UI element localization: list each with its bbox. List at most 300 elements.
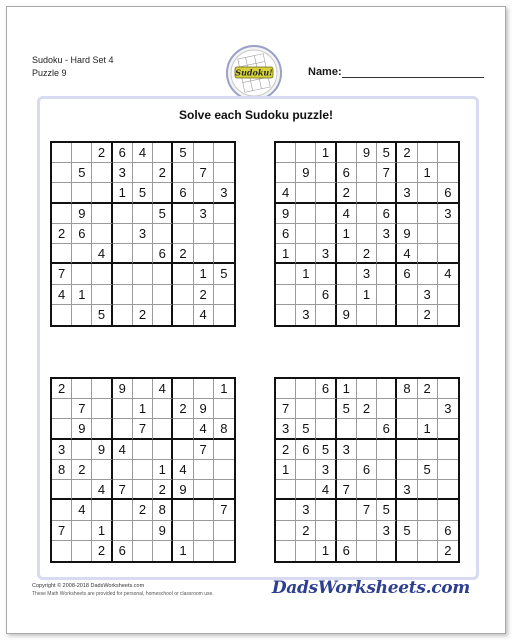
given-cell: 7 <box>337 480 357 500</box>
given-cell: 9 <box>296 163 316 183</box>
empty-cell[interactable] <box>92 204 112 224</box>
given-cell: 2 <box>418 379 438 399</box>
empty-cell[interactable] <box>397 500 417 520</box>
empty-cell[interactable] <box>92 224 112 244</box>
empty-cell[interactable] <box>153 399 173 419</box>
given-cell: 2 <box>173 244 193 264</box>
empty-cell[interactable] <box>52 143 72 163</box>
empty-cell[interactable] <box>397 305 417 325</box>
empty-cell[interactable] <box>438 500 458 520</box>
empty-cell[interactable] <box>92 183 112 203</box>
given-cell: 1 <box>194 264 214 284</box>
given-cell: 2 <box>92 541 112 561</box>
sudoku-grid-4 <box>274 377 460 563</box>
empty-cell[interactable] <box>357 163 377 183</box>
empty-cell[interactable] <box>133 379 153 399</box>
empty-cell[interactable] <box>214 460 234 480</box>
given-cell: 7 <box>214 500 234 520</box>
empty-cell[interactable] <box>153 183 173 203</box>
empty-cell[interactable] <box>357 204 377 224</box>
empty-cell[interactable] <box>194 541 214 561</box>
given-cell: 4 <box>92 244 112 264</box>
empty-cell[interactable] <box>173 305 193 325</box>
empty-cell[interactable] <box>316 224 336 244</box>
empty-cell[interactable] <box>194 143 214 163</box>
empty-cell[interactable] <box>133 521 153 541</box>
empty-cell[interactable] <box>377 379 397 399</box>
given-cell: 6 <box>316 379 336 399</box>
empty-cell[interactable] <box>113 285 133 305</box>
given-cell: 6 <box>337 541 357 561</box>
given-cell: 6 <box>113 143 133 163</box>
empty-cell[interactable] <box>173 379 193 399</box>
empty-cell[interactable] <box>214 224 234 244</box>
empty-cell[interactable] <box>296 541 316 561</box>
empty-cell[interactable] <box>357 305 377 325</box>
given-cell: 4 <box>72 500 92 520</box>
given-cell: 2 <box>194 285 214 305</box>
empty-cell[interactable] <box>438 143 458 163</box>
empty-cell[interactable] <box>418 204 438 224</box>
given-cell: 1 <box>316 541 336 561</box>
empty-cell[interactable] <box>377 244 397 264</box>
given-cell: 6 <box>377 419 397 439</box>
empty-cell[interactable] <box>173 419 193 439</box>
empty-cell[interactable] <box>357 379 377 399</box>
empty-cell[interactable] <box>296 143 316 163</box>
empty-cell[interactable] <box>377 480 397 500</box>
empty-cell[interactable] <box>133 440 153 460</box>
empty-cell[interactable] <box>173 163 193 183</box>
given-cell: 9 <box>276 204 296 224</box>
given-cell: 2 <box>153 163 173 183</box>
given-cell: 3 <box>438 204 458 224</box>
empty-cell[interactable] <box>357 224 377 244</box>
usage-notice: These Math Worksheets are provided for personal, homeschool or classroom use. <box>32 591 214 597</box>
empty-cell[interactable] <box>153 541 173 561</box>
empty-cell[interactable] <box>194 480 214 500</box>
given-cell: 3 <box>337 440 357 460</box>
empty-cell[interactable] <box>397 399 417 419</box>
empty-cell[interactable] <box>173 500 193 520</box>
empty-cell[interactable] <box>296 183 316 203</box>
empty-cell[interactable] <box>276 143 296 163</box>
given-cell: 1 <box>296 264 316 284</box>
empty-cell[interactable] <box>316 521 336 541</box>
empty-cell[interactable] <box>377 440 397 460</box>
empty-cell[interactable] <box>113 305 133 325</box>
empty-cell[interactable] <box>72 480 92 500</box>
given-cell: 2 <box>133 305 153 325</box>
empty-cell[interactable] <box>337 264 357 284</box>
given-cell: 6 <box>337 163 357 183</box>
given-cell: 9 <box>173 480 193 500</box>
empty-cell[interactable] <box>133 244 153 264</box>
empty-cell[interactable] <box>153 143 173 163</box>
given-cell: 3 <box>214 183 234 203</box>
empty-cell[interactable] <box>397 419 417 439</box>
empty-cell[interactable] <box>52 419 72 439</box>
empty-cell[interactable] <box>113 264 133 284</box>
empty-cell[interactable] <box>173 204 193 224</box>
given-cell: 2 <box>92 143 112 163</box>
given-cell: 5 <box>397 521 417 541</box>
empty-cell[interactable] <box>113 399 133 419</box>
empty-cell[interactable] <box>214 143 234 163</box>
given-cell: 6 <box>316 285 336 305</box>
given-cell: 3 <box>316 244 336 264</box>
empty-cell[interactable] <box>153 440 173 460</box>
given-cell: 2 <box>357 244 377 264</box>
given-cell: 5 <box>214 264 234 284</box>
given-cell: 1 <box>214 379 234 399</box>
empty-cell[interactable] <box>357 521 377 541</box>
empty-cell[interactable] <box>337 285 357 305</box>
given-cell: 1 <box>418 419 438 439</box>
empty-cell[interactable] <box>397 460 417 480</box>
empty-cell[interactable] <box>316 419 336 439</box>
empty-cell[interactable] <box>52 399 72 419</box>
empty-cell[interactable] <box>316 500 336 520</box>
puzzle-number: Puzzle 9 <box>32 68 67 78</box>
empty-cell[interactable] <box>133 460 153 480</box>
given-cell: 3 <box>296 500 316 520</box>
empty-cell[interactable] <box>418 500 438 520</box>
empty-cell[interactable] <box>397 204 417 224</box>
given-cell: 4 <box>397 244 417 264</box>
empty-cell[interactable] <box>194 521 214 541</box>
given-cell: 2 <box>296 521 316 541</box>
given-cell: 7 <box>276 399 296 419</box>
empty-cell[interactable] <box>296 379 316 399</box>
empty-cell[interactable] <box>92 460 112 480</box>
empty-cell[interactable] <box>418 224 438 244</box>
empty-cell[interactable] <box>72 440 92 460</box>
empty-cell[interactable] <box>214 244 234 264</box>
given-cell: 1 <box>276 460 296 480</box>
given-cell: 6 <box>113 541 133 561</box>
empty-cell[interactable] <box>133 480 153 500</box>
empty-cell[interactable] <box>377 305 397 325</box>
empty-cell[interactable] <box>276 285 296 305</box>
empty-cell[interactable] <box>173 521 193 541</box>
given-cell: 1 <box>113 183 133 203</box>
empty-cell[interactable] <box>214 521 234 541</box>
empty-cell[interactable] <box>153 224 173 244</box>
empty-cell[interactable] <box>418 244 438 264</box>
empty-cell[interactable] <box>377 399 397 419</box>
given-cell: 7 <box>194 440 214 460</box>
empty-cell[interactable] <box>337 460 357 480</box>
given-cell: 7 <box>194 163 214 183</box>
empty-cell[interactable] <box>438 480 458 500</box>
empty-cell[interactable] <box>173 285 193 305</box>
empty-cell[interactable] <box>418 541 438 561</box>
empty-cell[interactable] <box>296 285 316 305</box>
empty-cell[interactable] <box>276 163 296 183</box>
given-cell: 2 <box>444 543 452 559</box>
empty-cell[interactable] <box>418 183 438 203</box>
empty-cell[interactable] <box>357 183 377 203</box>
given-cell: 3 <box>438 399 458 419</box>
empty-cell[interactable] <box>113 224 133 244</box>
empty-cell[interactable] <box>418 480 438 500</box>
empty-cell[interactable] <box>357 541 377 561</box>
empty-cell[interactable] <box>92 399 112 419</box>
empty-cell[interactable] <box>92 379 112 399</box>
empty-cell[interactable] <box>133 264 153 284</box>
empty-cell[interactable] <box>397 285 417 305</box>
empty-cell[interactable] <box>52 500 72 520</box>
empty-cell[interactable] <box>113 500 133 520</box>
empty-cell[interactable] <box>153 285 173 305</box>
empty-cell[interactable] <box>214 204 234 224</box>
given-cell: 5 <box>173 143 193 163</box>
empty-cell[interactable] <box>337 521 357 541</box>
empty-cell[interactable] <box>438 440 458 460</box>
given-cell: 3 <box>397 183 417 203</box>
empty-cell[interactable] <box>194 500 214 520</box>
empty-cell[interactable] <box>316 305 336 325</box>
given-cell: 6 <box>276 224 296 244</box>
empty-cell[interactable] <box>194 460 214 480</box>
given-cell: 5 <box>133 183 153 203</box>
instruction-heading: Solve each Sudoku puzzle! <box>178 108 334 122</box>
given-cell: 5 <box>337 399 357 419</box>
given-cell: 7 <box>52 264 72 284</box>
empty-cell[interactable] <box>52 480 72 500</box>
given-cell: 1 <box>337 224 357 244</box>
empty-cell[interactable] <box>316 264 336 284</box>
given-cell: 7 <box>52 521 72 541</box>
empty-cell[interactable] <box>377 285 397 305</box>
empty-cell[interactable] <box>418 264 438 284</box>
empty-cell[interactable] <box>276 305 296 325</box>
empty-cell[interactable] <box>92 163 112 183</box>
empty-cell[interactable] <box>173 224 193 244</box>
empty-cell[interactable] <box>438 379 458 399</box>
empty-cell[interactable] <box>72 143 92 163</box>
empty-cell[interactable] <box>296 244 316 264</box>
empty-cell[interactable] <box>438 419 458 439</box>
empty-cell[interactable] <box>296 399 316 419</box>
empty-cell[interactable] <box>438 285 458 305</box>
empty-cell[interactable] <box>296 480 316 500</box>
empty-cell[interactable] <box>214 541 234 561</box>
empty-cell[interactable] <box>113 204 133 224</box>
given-cell: 3 <box>133 224 153 244</box>
empty-cell[interactable] <box>113 521 133 541</box>
empty-cell[interactable] <box>194 224 214 244</box>
given-cell: 4 <box>438 264 458 284</box>
empty-cell[interactable] <box>72 183 92 203</box>
empty-cell[interactable] <box>72 264 92 284</box>
empty-cell[interactable] <box>194 379 214 399</box>
empty-cell[interactable] <box>397 440 417 460</box>
given-cell: 9 <box>72 419 92 439</box>
empty-cell[interactable] <box>276 500 296 520</box>
empty-cell[interactable] <box>52 541 72 561</box>
empty-cell[interactable] <box>316 399 336 419</box>
empty-cell[interactable] <box>397 541 417 561</box>
given-cell: 9 <box>72 204 92 224</box>
empty-cell[interactable] <box>173 264 193 284</box>
given-cell: 2 <box>337 183 357 203</box>
given-cell: 4 <box>337 204 357 224</box>
empty-cell[interactable] <box>52 183 72 203</box>
empty-cell[interactable] <box>214 480 234 500</box>
given-cell: 2 <box>133 500 153 520</box>
given-cell: 5 <box>377 500 397 520</box>
given-cell: 7 <box>133 419 153 439</box>
empty-cell[interactable] <box>276 541 296 561</box>
empty-cell[interactable] <box>418 440 438 460</box>
empty-cell[interactable] <box>153 419 173 439</box>
given-cell: 3 <box>397 480 417 500</box>
given-cell: 2 <box>72 460 92 480</box>
empty-cell[interactable] <box>214 285 234 305</box>
empty-cell[interactable] <box>214 440 234 460</box>
given-cell: 5 <box>92 305 112 325</box>
empty-cell[interactable] <box>52 204 72 224</box>
given-cell: 1 <box>173 541 193 561</box>
given-cell: 3 <box>276 419 296 439</box>
empty-cell[interactable] <box>214 399 234 419</box>
given-cell: 4 <box>276 183 296 203</box>
given-cell: 3 <box>377 224 397 244</box>
given-cell: 6 <box>72 224 92 244</box>
empty-cell[interactable] <box>194 183 214 203</box>
given-cell: 5 <box>316 440 336 460</box>
empty-cell[interactable] <box>92 264 112 284</box>
given-cell: 2 <box>418 305 438 325</box>
given-cell: 4 <box>153 379 173 399</box>
given-cell: 6 <box>438 521 458 541</box>
given-cell: 5 <box>377 143 397 163</box>
empty-cell[interactable] <box>337 244 357 264</box>
empty-cell[interactable] <box>113 244 133 264</box>
empty-cell[interactable] <box>133 285 153 305</box>
empty-cell[interactable] <box>438 224 458 244</box>
empty-cell[interactable] <box>72 521 92 541</box>
given-cell: 3 <box>296 305 316 325</box>
empty-cell[interactable] <box>72 379 92 399</box>
given-cell: 9 <box>397 224 417 244</box>
empty-cell[interactable] <box>357 480 377 500</box>
empty-cell[interactable] <box>153 264 173 284</box>
empty-cell[interactable] <box>92 285 112 305</box>
given-cell: 1 <box>316 143 336 163</box>
empty-cell[interactable] <box>276 521 296 541</box>
given-cell: 1 <box>357 285 377 305</box>
empty-cell[interactable] <box>276 264 296 284</box>
brand-logo: DadsWorksheets.com <box>271 578 470 598</box>
empty-cell[interactable] <box>357 440 377 460</box>
empty-cell[interactable] <box>438 163 458 183</box>
empty-cell[interactable] <box>214 163 234 183</box>
empty-cell[interactable] <box>377 541 397 561</box>
empty-cell[interactable] <box>194 244 214 264</box>
given-cell: 9 <box>357 143 377 163</box>
given-cell: 3 <box>113 163 133 183</box>
empty-cell[interactable] <box>296 460 316 480</box>
empty-cell[interactable] <box>133 204 153 224</box>
empty-cell[interactable] <box>397 163 417 183</box>
empty-cell[interactable] <box>438 460 458 480</box>
given-cell: 3 <box>357 264 377 284</box>
given-cell: 3 <box>377 521 397 541</box>
given-cell: 5 <box>153 204 173 224</box>
given-cell: 8 <box>214 419 234 439</box>
empty-cell[interactable] <box>72 541 92 561</box>
empty-cell[interactable] <box>133 541 153 561</box>
empty-cell[interactable] <box>214 305 234 325</box>
empty-cell[interactable] <box>72 305 92 325</box>
given-cell: 2 <box>397 143 417 163</box>
empty-cell[interactable] <box>133 163 153 183</box>
given-cell: 5 <box>72 163 92 183</box>
empty-cell[interactable] <box>316 183 336 203</box>
empty-cell[interactable] <box>92 419 112 439</box>
empty-cell[interactable] <box>316 163 336 183</box>
empty-cell[interactable] <box>296 204 316 224</box>
empty-cell[interactable] <box>418 399 438 419</box>
empty-cell[interactable] <box>438 244 458 264</box>
empty-cell[interactable] <box>72 244 92 264</box>
empty-cell[interactable] <box>52 244 72 264</box>
empty-cell[interactable] <box>418 521 438 541</box>
empty-cell[interactable] <box>316 204 336 224</box>
given-cell: 6 <box>377 204 397 224</box>
given-cell: 4 <box>316 480 336 500</box>
sudoku-grid-2 <box>274 141 460 327</box>
empty-cell[interactable] <box>337 419 357 439</box>
given-cell: 8 <box>153 500 173 520</box>
given-cell: 1 <box>418 163 438 183</box>
empty-cell[interactable] <box>52 305 72 325</box>
empty-cell[interactable] <box>377 264 397 284</box>
given-cell: 6 <box>397 264 417 284</box>
copyright-text: Copyright © 2008-2018 DadsWorksheets.com <box>32 583 145 589</box>
given-cell: 1 <box>276 244 296 264</box>
given-cell: 9 <box>113 379 133 399</box>
empty-cell[interactable] <box>438 305 458 325</box>
empty-cell[interactable] <box>92 500 112 520</box>
empty-cell[interactable] <box>357 419 377 439</box>
given-cell: 7 <box>72 399 92 419</box>
given-cell: 6 <box>357 460 377 480</box>
name-field[interactable] <box>342 77 484 78</box>
empty-cell[interactable] <box>276 480 296 500</box>
empty-cell[interactable] <box>113 460 133 480</box>
worksheet-title: Sudoku - Hard Set 4 <box>32 55 114 65</box>
empty-cell[interactable] <box>173 440 193 460</box>
empty-cell[interactable] <box>418 143 438 163</box>
empty-cell[interactable] <box>153 305 173 325</box>
given-cell: 4 <box>194 305 214 325</box>
empty-cell[interactable] <box>377 183 397 203</box>
given-cell: 4 <box>133 143 153 163</box>
empty-cell[interactable] <box>296 224 316 244</box>
empty-cell[interactable] <box>113 419 133 439</box>
given-cell: 3 <box>52 440 72 460</box>
empty-cell[interactable] <box>276 379 296 399</box>
empty-cell[interactable] <box>337 143 357 163</box>
empty-cell[interactable] <box>337 500 357 520</box>
empty-cell[interactable] <box>377 460 397 480</box>
empty-cell[interactable] <box>52 163 72 183</box>
given-cell: 7 <box>377 163 397 183</box>
